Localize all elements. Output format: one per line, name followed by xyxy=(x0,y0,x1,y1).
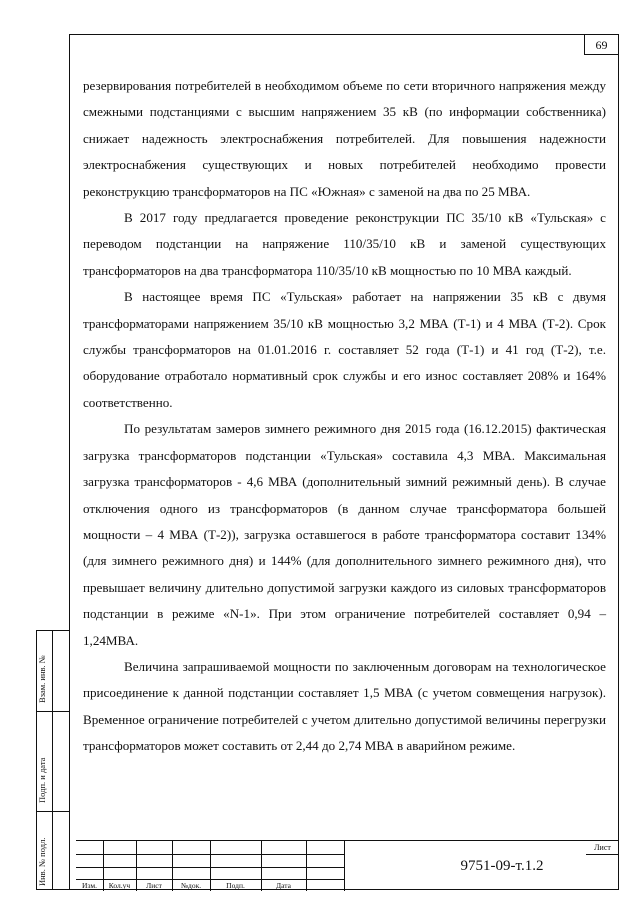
header-doc: №док. xyxy=(180,881,202,890)
page-frame xyxy=(69,34,619,890)
body-text xyxy=(83,73,606,760)
margin-stamp xyxy=(36,630,69,890)
paragraph-4: По результатам замеров зимнего режимного дня 2015 года (16.12.2015) фактическая загрузка трансформаторов подстанции «Тульская» составила 4,3 МВА. Максимальная загрузка трансформаторов - 4,6 МВА (дополнительный зимний режимный день). В случае отключения одного из трансформаторов (в данном случае трансформатора большей мощности – 4 МВА (Т-2)), загрузка оставшегося в работе трансформатора составит 134% (для зимнего режимного дня) и 144% (для дополнительного зимнего режимного дня), что превышает величину длительно допустимой загрузки каждого из силовых трансформаторов подстанции в режиме «N-1». При этом ограничение потребителей составляет 0,94 – 1,24МВА. xyxy=(83,421,606,648)
sheet-box xyxy=(586,841,619,891)
header-sheet: Лист xyxy=(146,881,162,890)
label-replace-inv: Взам. инв. № xyxy=(37,655,47,703)
header-sign: Подп. xyxy=(226,881,245,890)
label-inv-original: Инв. № подл. xyxy=(37,837,47,886)
header-date: Дата xyxy=(276,881,291,890)
header-change: Изм. xyxy=(82,881,97,890)
label-sign-date: Подп. и дата xyxy=(37,757,47,803)
header-qty: Кол.уч xyxy=(108,881,131,890)
paragraph-5: Величина запрашиваемой мощности по заключенным договорам на технологическое присоединение к данной подстанции составляет 1,5 МВА (с учетом совмещения нагрузок). Временное ограничение потребителей с учетом длительно допустимой величины перегрузки трансформаторов может составить от 2,44 до 2,74 МВА в аварийном режиме. xyxy=(83,658,606,754)
paragraph-3: В настоящее время ПС «Тульская» работает на напряжении 35 кВ с двумя трансформаторами напряжением 35/10 кВ мощностью 3,2 МВА (Т-1) и 4 МВА (Т-2). Срок службы трансформаторов на 01.01.2016 г. составляет 52 года (Т-1) и 41 год (Т-2), т.е. оборудование отработало нормативный срок службы и его износ составляет 208% и 164% соответственно. xyxy=(83,289,606,410)
paragraph-2: В 2017 году предлагается проведение реконструкции ПС 35/10 кВ «Тульская» с переводом подстанции на напряжение 110/35/10 кВ и заменой существующих трансформаторов на два трансформатора 110/35/10 кВ мощностью по 10 МВА каждый. xyxy=(83,210,606,278)
document-number: 9751-09-т.1.2 xyxy=(344,841,640,891)
title-block xyxy=(76,840,619,890)
sheet-label: Лист xyxy=(586,841,619,855)
paragraph-1: резервирования потребителей в необходимом объеме по сети вторичного напряжения между смежными подстанциями с высшим напряжением 35 кВ (по информации собственника) снижает надежность электроснабжения потребителей. Для повышения надежности электроснабжения существующих и новых потребителей необходимо провести реконструкцию трансформаторов на ПС «Южная» с заменой на два по 25 МВА. xyxy=(83,78,606,199)
page-number: 69 xyxy=(584,35,618,55)
